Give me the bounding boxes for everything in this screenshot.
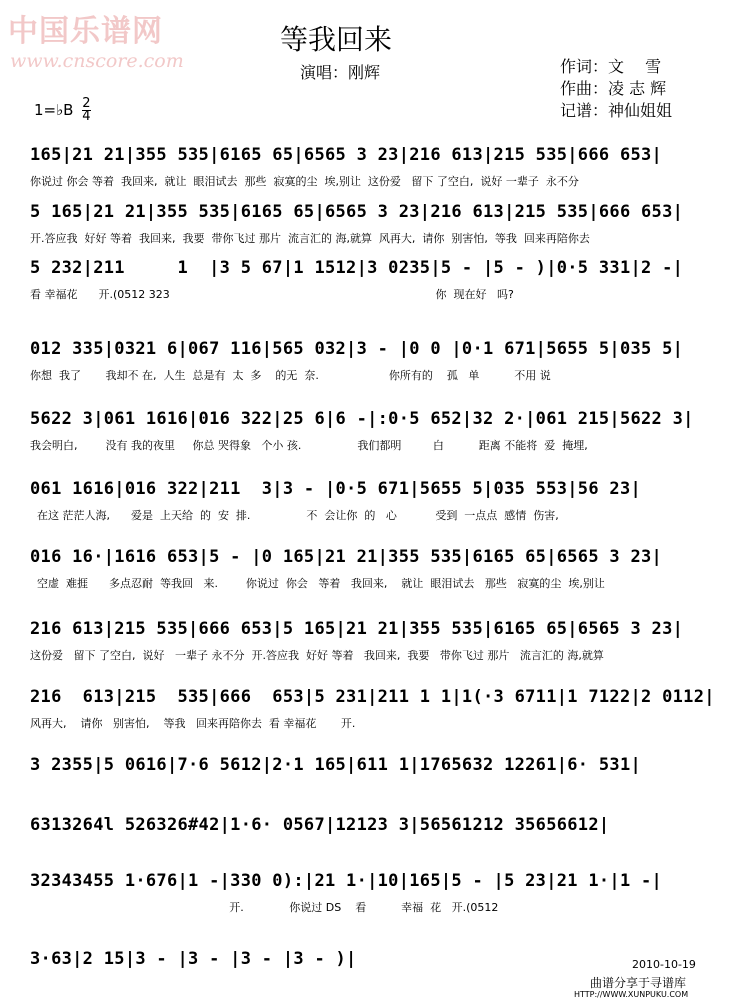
note-line: 32343455 1·676|1 -|330 0):|21 1·|10|165|5 - |5 23|21 1·|1 -|: [30, 871, 663, 891]
score-row: [30, 686, 715, 732]
share-credit: 曲谱分享于寻谱库: [590, 976, 687, 990]
lyric-line: 开.答应我 好好 等着 我回来, 我要 带你飞过 那片 流言汇的 海,就算 风再大, 请你 别害怕, 等我 回来再陪你去: [30, 232, 590, 245]
score-row: [30, 546, 715, 592]
score-row: [30, 870, 715, 916]
lyric-line: 开. 你说过 DS 看 幸福 花 开.(0512: [30, 901, 499, 914]
key-signature: [34, 98, 91, 123]
note-line: 216 613|215 535|666 653|5 231|211 1 1|1(·3 6711|1 7122|2 0112|: [30, 687, 715, 707]
lyric-line: 空虚 难捱 多点忍耐 等我回 来. 你说过 你会 等着 我回来, 就让 眼泪试去 那些 寂寞的尘 埃,别让: [30, 577, 605, 590]
score-row: [30, 618, 715, 664]
lyric-line: 在这 茫茫人海, 爱是 上天给 的 安 排. 不 会让你 的 心 受到 一点点 感情 伤害,: [30, 509, 559, 522]
score-row: [30, 948, 715, 970]
note-line: 5 165|21 21|355 535|6165 65|6565 3 23|216 613|215 535|666 653|: [30, 202, 684, 222]
note-line: 016 16·|1616 653|5 - |0 165|21 21|355 535|6165 65|6565 3 23|: [30, 547, 663, 567]
time-signature: [82, 98, 90, 123]
score-row: [30, 257, 715, 303]
lyric-line: 看 幸福花 开.(0512 323 你 现在好 吗?: [30, 288, 514, 301]
time-denominator: 4: [82, 109, 91, 124]
note-line: 165|21 21|355 535|6165 65|6565 3 23|216 613|215 535|666 653|: [30, 145, 663, 165]
score-row: [30, 201, 715, 247]
note-line: 3 2355|5 0616|7·6 5612|2·1 165|611 1|1765632 12261|6· 531|: [30, 755, 642, 775]
lyric-line: 这份爱 留下 了空白, 说好 一辈子 永不分 开.答应我 好好 等着 我回来, 我要 带你飞过 那片 流言汇的 海,就算: [30, 649, 604, 662]
score-row: [30, 144, 715, 190]
lyric-line: 你说过 你会 等着 我回来, 就让 眼泪试去 那些 寂寞的尘 埃,别让 这份爱 留下 了空白, 说好 一辈子 永不分: [30, 175, 579, 188]
watermark-site-url: www.cnscore.com: [10, 50, 184, 72]
source-url: HTTP://WWW.XUNPUKU.COM: [574, 990, 689, 999]
score-row: [30, 478, 715, 524]
score-row: [30, 338, 715, 384]
lyric-line: 风再大, 请你 别害怕, 等我 回来再陪你去 看 幸福花 开.: [30, 717, 356, 730]
note-line: 5622 3|061 1616|016 322|25 6|6 -|:0·5 652|32 2·|061 215|5622 3|: [30, 409, 694, 429]
note-line: 3·63|2 15|3 - |3 - |3 - |3 - )|: [30, 949, 357, 969]
singer-credit: 演唱：刚辉: [300, 63, 381, 82]
composer-credit: 作曲：凌 志 辉: [560, 79, 667, 98]
score-row: [30, 814, 715, 836]
key-label: 1=♭B: [34, 101, 74, 119]
score-row: [30, 408, 715, 454]
lyric-line: 你想 我了 我却不 在, 人生 总是有 太 多 的无 奈. 你所有的 孤 单 不用 说: [30, 369, 551, 382]
transcriber-credit: 记谱：神仙姐姐: [560, 101, 673, 120]
note-line: 061 1616|016 322|211 3|3 - |0·5 671|5655 5|035 553|56 23|: [30, 479, 642, 499]
credits-block: [560, 56, 672, 122]
lyricist-credit: 作词：文 雪: [560, 57, 662, 76]
song-title: 等我回来: [280, 23, 393, 56]
watermark-site-name: 中国乐谱网: [8, 14, 163, 49]
transcription-date: 2010-10-19: [632, 958, 696, 971]
note-line: 012 335|0321 6|067 116|565 032|3 - |0 0 |0·1 671|5655 5|035 5|: [30, 339, 684, 359]
note-line: 216 613|215 535|666 653|5 165|21 21|355 535|6165 65|6565 3 23|: [30, 619, 684, 639]
note-line: 6313264l 526326#42|1·6· 0567|12123 3|56561212 35656612|: [30, 815, 610, 835]
note-line: 5 232|211 1 |3 5 67|1 1512|3 0235|5 - |5 - )|0·5 331|2 -|: [30, 258, 684, 278]
time-numerator: 2: [82, 96, 91, 111]
score-row: [30, 754, 715, 776]
lyric-line: 我会明白, 没有 我的夜里 你总 哭得象 个小 孩. 我们都明 白 距离 不能将 爱 掩埋,: [30, 439, 588, 452]
